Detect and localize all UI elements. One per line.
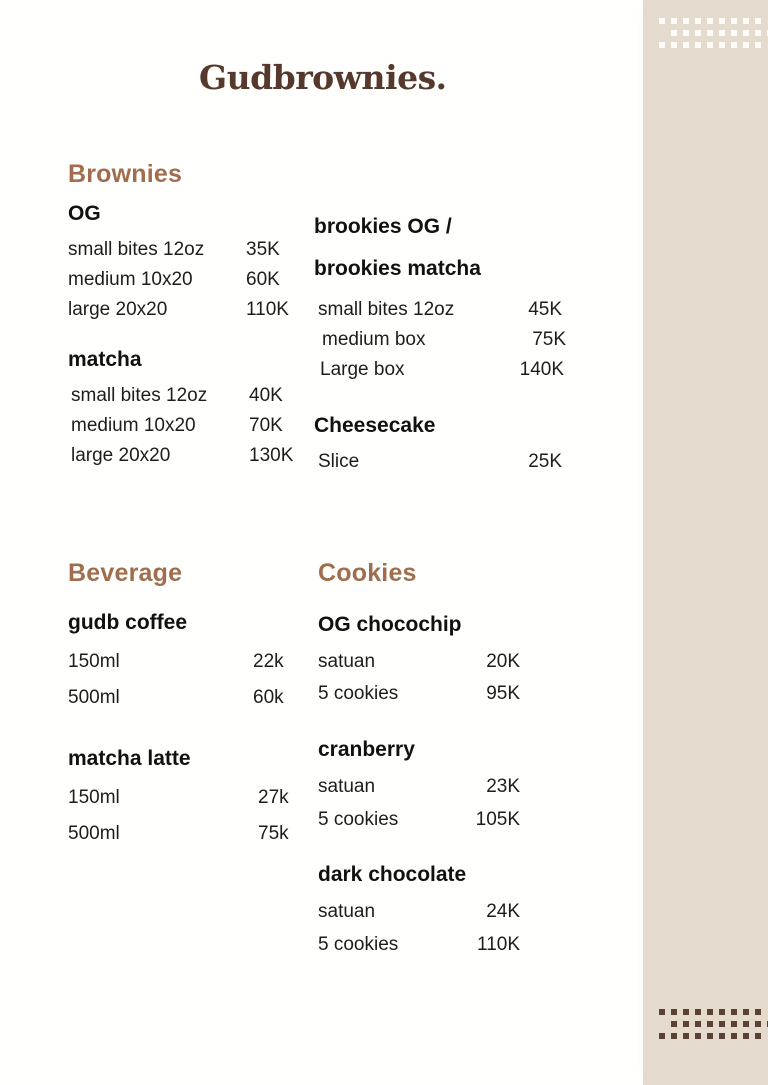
dot [707,1009,713,1015]
section-title-beverage: Beverage [68,558,183,587]
brookies-column [300,160,600,477]
item-label: 150ml [68,786,120,808]
menu-item [314,325,600,355]
dot [731,18,737,24]
item-price: 110K [477,933,520,955]
group-brookies [314,212,600,385]
menu-item [314,447,600,477]
dot [755,18,761,24]
spacer [0,493,645,559]
item-price: 20K [486,650,520,672]
menu-item [314,771,600,804]
group-matcha [68,347,300,471]
dot [683,1021,689,1027]
beverage-column [0,559,300,874]
dot [731,1033,737,1039]
menu-item [68,644,300,680]
item-label: satuan [318,775,376,797]
dot [755,1033,761,1039]
dot [707,18,713,24]
item-price: 110K [246,298,289,320]
cookies-column [300,559,600,980]
group-name: dark chocolate [318,863,467,887]
dot [755,1021,761,1027]
dot [695,1009,701,1015]
menu-item [68,295,300,325]
menu-item [314,355,600,385]
item-price: 130K [249,444,294,466]
item-label: 5 cookies [318,808,399,830]
item-label: small bites 12oz [68,238,205,260]
dot [719,1009,725,1015]
menu-item [68,441,300,471]
dot [743,30,749,36]
menu-item [314,295,600,325]
dot [719,1033,725,1039]
group-name: OG [68,202,101,225]
dot [695,42,701,48]
item-price: 24K [486,901,520,923]
menu-item [68,816,300,852]
group-name: matcha latte [68,746,191,770]
dot [743,18,749,24]
dot [731,42,737,48]
dot [671,30,677,36]
item-price: 105K [475,808,520,830]
item-price: 45K [528,298,562,320]
dot-row [659,1009,763,1015]
spacer [314,160,600,212]
decorative-sidebar [643,0,768,1085]
top-dot-pattern [659,18,763,54]
dot [743,1009,749,1015]
menu-item [314,678,600,711]
item-price: 70K [249,414,283,436]
item-label: 500ml [68,822,120,844]
group-name: gudb coffee [68,610,187,634]
menu-row-bottom [0,559,645,980]
item-label: 5 cookies [318,683,399,705]
item-price: 140K [519,358,564,380]
item-price: 27k [258,786,289,808]
dot [731,1021,737,1027]
menu-item [314,646,600,679]
dot [719,18,725,24]
dot [731,30,737,36]
brownies-column [0,160,300,493]
dot [683,42,689,48]
menu-content [0,160,645,980]
dot [755,42,761,48]
group-name-line2: brookies matcha [314,257,481,281]
item-price: 75K [532,328,566,350]
dot-row [659,30,763,36]
dot [671,42,677,48]
item-label: large 20x20 [68,298,168,320]
group-matcha-latte [68,746,300,852]
menu-row-top [0,160,645,493]
item-price: 35K [246,238,280,260]
item-label: 150ml [68,650,120,672]
dot [743,1021,749,1027]
brand-logo-text: Gudbrownies. [198,58,447,97]
item-label: Large box [320,358,405,380]
dot [695,18,701,24]
menu-item [68,265,300,295]
item-price: 23K [486,775,520,797]
dot [659,1009,665,1015]
item-label: small bites 12oz [318,298,455,320]
dot [659,1033,665,1039]
dot [671,1021,677,1027]
item-label: medium box [322,328,426,350]
bottom-dot-pattern [659,1009,763,1045]
item-price: 25K [528,450,562,472]
item-price: 40K [249,384,283,406]
item-label: satuan [318,901,376,923]
menu-item [314,896,600,929]
item-price: 60k [253,686,284,708]
brand-logo [0,58,645,97]
menu-item [314,804,600,837]
item-price: 60K [246,268,280,290]
dot [671,18,677,24]
dot [683,30,689,36]
item-price: 95K [486,683,520,705]
dot [707,30,713,36]
menu-item [68,235,300,265]
item-label: medium 10x20 [71,414,196,436]
dot [707,1033,713,1039]
dot [719,30,725,36]
item-label: small bites 12oz [71,384,208,406]
item-label: large 20x20 [71,444,171,466]
group-cheesecake [314,413,600,477]
dot [659,42,665,48]
dot [743,1033,749,1039]
item-price: 22k [253,650,284,672]
dot-row [659,42,763,48]
item-label: medium 10x20 [68,268,193,290]
group-name: Cheesecake [314,413,436,437]
section-title-brownies: Brownies [68,160,183,188]
dot [707,1021,713,1027]
group-gudb-coffee [68,610,300,716]
dot [755,30,761,36]
dot [731,1009,737,1015]
item-label: 5 cookies [318,933,399,955]
dot [659,18,665,24]
dot-row [659,18,763,24]
menu-item [68,680,300,716]
dot [683,1009,689,1015]
group-name: OG chocochip [318,612,462,636]
menu-item [68,780,300,816]
dot [719,42,725,48]
item-price: 75k [258,822,289,844]
dot [671,1033,677,1039]
dot [695,1021,701,1027]
item-label: 500ml [68,686,120,708]
group-dark-chocolate [314,862,600,961]
group-og-chocochip [314,612,600,711]
group-name-line1: brookies OG / [314,215,452,238]
dot [683,18,689,24]
dot [755,1009,761,1015]
item-label: Slice [318,450,360,472]
dot [671,1009,677,1015]
menu-item [68,411,300,441]
menu-item [314,929,600,962]
group-name: cranberry [318,738,415,762]
dot [719,1021,725,1027]
dot [707,42,713,48]
group-cranberry [314,737,600,836]
menu-item [68,381,300,411]
dot [695,30,701,36]
dot [695,1033,701,1039]
dot [683,1033,689,1039]
dot-row [659,1033,763,1039]
section-title-cookies: Cookies [318,558,417,587]
group-og [68,201,300,325]
group-name: matcha [68,347,142,371]
dot-row [659,1021,763,1027]
dot [743,42,749,48]
item-label: satuan [318,650,376,672]
